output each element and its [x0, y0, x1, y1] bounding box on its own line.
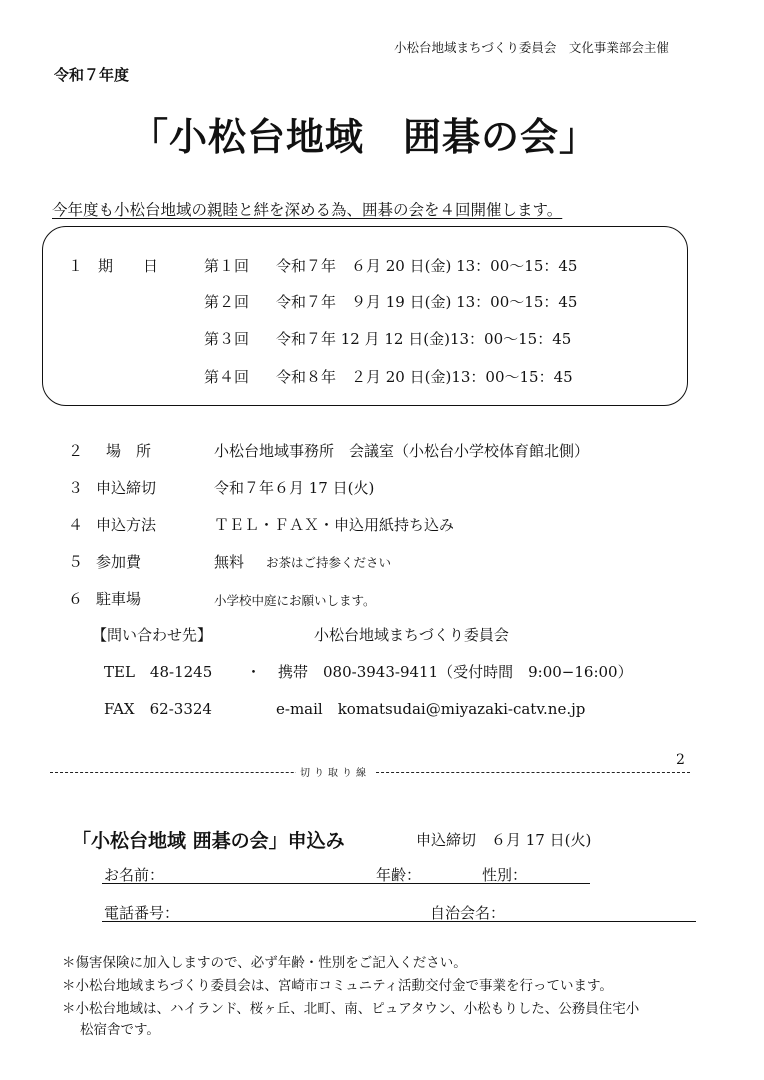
page-title: 「小松台地域 囲碁の会」 [130, 115, 599, 159]
note-funding: ＊小松台地域まちづくり委員会は、宮崎市コミュニティ活動交付金で事業を行っています。 [62, 978, 613, 994]
detail-number: ４ [68, 516, 84, 534]
contact-mobile: 携帯 080-3943-9411（受付時間 9:00−16:00） [278, 663, 633, 681]
contact-email: e-mail komatsudai@miyazaki-catv.ne.jp [276, 700, 586, 718]
contact-separator: ・ [246, 663, 262, 681]
note-areas-cont: 松宿舎です。 [80, 1022, 160, 1038]
session-date: 令和７年 ９月 19 日(金) 13：00〜15：45 [276, 293, 578, 311]
contact-heading: 【問い合わせ先】 [92, 626, 213, 644]
contact-org: 小松台地域まちづくり委員会 [314, 626, 509, 644]
venue-value: 小松台地域事務所 会議室（小松台小学校体育館北側） [214, 442, 590, 460]
age-field-label: 年齢： [376, 866, 422, 884]
detail-label: 駐車場 [96, 590, 142, 608]
session-round: 第３回 [204, 330, 250, 348]
detail-number: ２ [68, 442, 84, 460]
contact-fax: FAX 62-3324 [104, 700, 212, 718]
phone-field-label: 電話番号： [104, 904, 180, 922]
detail-label: 申込締切 [96, 479, 157, 497]
name-age-gender-line [102, 883, 590, 884]
gender-field-label: 性別： [482, 866, 528, 884]
fiscal-year: 令和７年度 [54, 66, 130, 84]
phone-association-line [102, 921, 696, 922]
cut-line-label: 切り取り線 [296, 764, 374, 779]
schedule-label: １ 期 日 [68, 257, 159, 275]
session-date: 令和８年 ２月 20 日(金)13：00〜15：45 [276, 368, 573, 386]
form-title: 「小松台地域 囲碁の会」申込み [72, 830, 345, 852]
session-round: 第４回 [204, 368, 250, 386]
fee-value: 無料 [214, 553, 245, 571]
method-value: ＴＥＬ・ＦＡＸ・申込用紙持ち込み [214, 516, 455, 534]
session-round: 第１回 [204, 257, 250, 275]
contact-tel: TEL 48-1245 [104, 663, 213, 681]
note-areas: ＊小松台地域は、ハイランド、桜ヶ丘、北町、南、ピュアタウン、小松もりした、公務員住宅小 [62, 1001, 640, 1017]
session-date: 令和７年 ６月 20 日(金) 13：00〜15：45 [276, 257, 578, 275]
form-deadline: 申込締切 ６月 17 日(火) [416, 831, 592, 849]
sponsor-text: 小松台地域まちづくり委員会 文化事業部会主催 [394, 40, 669, 55]
association-field-label: 自治会名： [430, 904, 506, 922]
session-date: 令和７年 12 月 12 日(金)13：00〜15：45 [276, 330, 572, 348]
detail-number: ６ [68, 590, 84, 608]
detail-label: 参加費 [96, 553, 142, 571]
detail-number: ５ [68, 553, 84, 571]
detail-label: 場 所 [106, 442, 152, 460]
name-field-label: お名前： [104, 866, 165, 884]
intro-text: 今年度も小松台地域の親睦と絆を深める為、囲碁の会を４回開催します。 [52, 201, 563, 219]
deadline-value: 令和７年６月 17 日(火) [214, 479, 375, 497]
detail-number: ３ [68, 479, 84, 497]
fee-note: お茶はご持参ください [266, 555, 392, 570]
note-insurance: ＊傷害保険に加入しますので、必ず年齢・性別をご記入ください。 [62, 955, 467, 971]
session-round: 第２回 [204, 293, 250, 311]
detail-label: 申込方法 [96, 516, 157, 534]
parking-note: 小学校中庭にお願いします。 [214, 593, 376, 608]
page-number: 2 [676, 752, 685, 768]
